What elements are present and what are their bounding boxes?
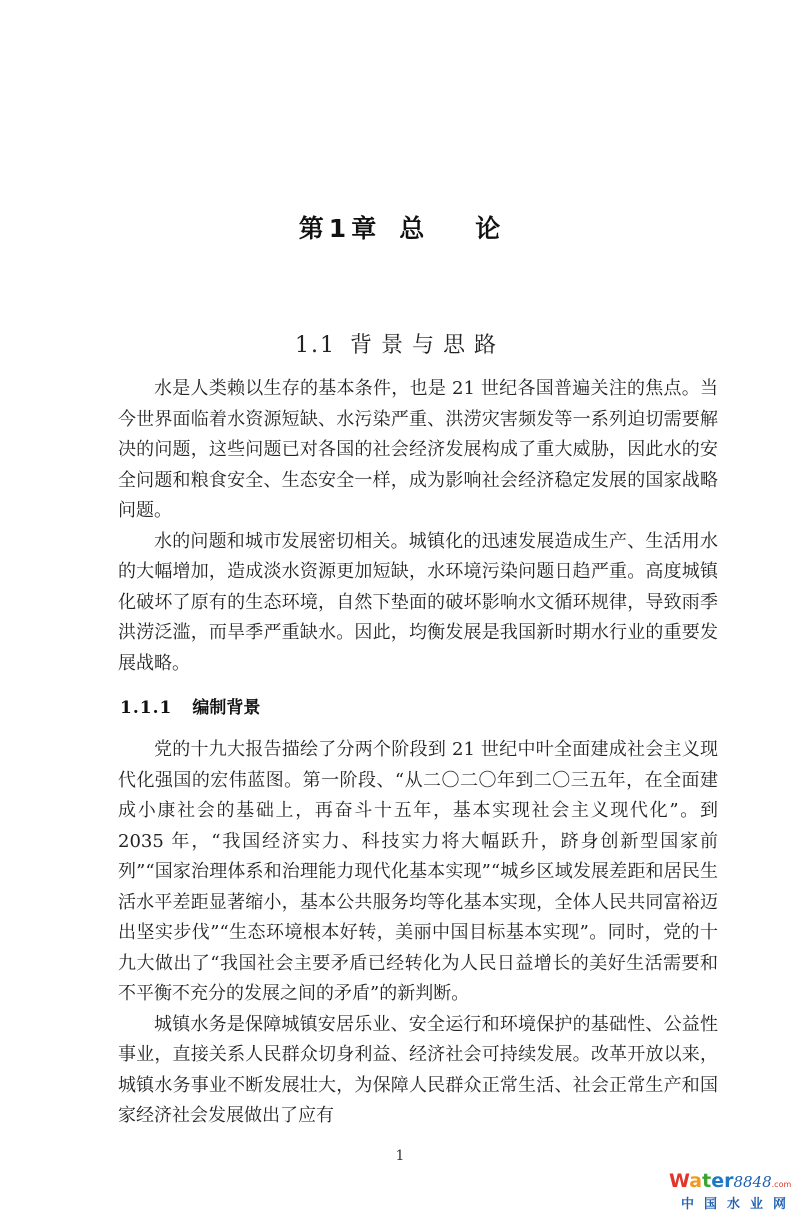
watermark-letter-r: r — [724, 1169, 734, 1192]
watermark-letter-a: a — [689, 1169, 703, 1192]
watermark-letter-t: t — [702, 1169, 712, 1192]
watermark-brand — [669, 1170, 796, 1196]
subsection-title — [120, 695, 718, 721]
section-heading: 背景与思路 — [349, 333, 505, 358]
chapter-title-part1: 总 — [399, 214, 426, 243]
watermark-number: 8848 — [733, 1172, 772, 1191]
watermark-letter-e: e — [711, 1169, 725, 1192]
page-number: 1 — [395, 1147, 405, 1164]
watermark-letter-w: W — [668, 1169, 690, 1192]
watermark-logo — [118, 1169, 796, 1220]
section-number: 1.1 — [294, 333, 336, 358]
paragraph-intro-1: 水是人类赖以生存的基本条件，也是 21 世纪各国普遍关注的焦点。当今世界面临着水资源短缺、水污染严重、洪涝灾害频发等一系列迫切需要解决的问题，这些问题已对各国的社会经济发展构成了重大威胁，因此水的安全问题和粮食安全、生态安全一样，成为影响社会经济稳定发展的国家战略问题。 — [118, 378, 718, 521]
watermark-domain: .com — [771, 1179, 792, 1189]
paragraph-intro-2: 水的问题和城市发展密切相关。城镇化的迅速发展造成生产、生活用水的大幅增加，造成淡水资源更加短缺，水环境污染问题日趋严重。高度城镇化破坏了原有的生态环境，自然下垫面的破坏影响水文循环规律，导致雨季洪涝泛滥，而旱季严重缺水。因此，均衡发展是我国新时期水行业的重要发展战略。 — [118, 530, 718, 674]
chapter-prefix: 第 — [298, 214, 325, 243]
chapter-number: 1 — [328, 214, 348, 243]
subsection-heading: 编制背景 — [192, 698, 261, 718]
section-title — [0, 330, 800, 362]
chapter-suffix: 章 — [351, 214, 378, 243]
chapter-title — [0, 212, 800, 246]
subsection-number: 1.1.1 — [120, 698, 173, 718]
watermark-inner — [669, 1170, 796, 1214]
paragraph-body-1: 党的十九大报告描绘了分两个阶段到 21 世纪中叶全面建成社会主义现代化强国的宏伟蓝图。第一阶段、“从二〇二〇年到二〇三五年，在全面建成小康社会的基础上，再奋斗十五年，基本实现社会主义现代化”。到 2035 年，“我国经济实力、科技实力将大幅跃升，跻身创新型国家前列”“国家治理体系和治理能力现代化基本实现”“城乡区域发展差距和居民生活水平差距显著缩小，基本公共服务均等化基本实现，全体人民共同富裕迈出坚实步伐”“生态环境根本好转，美丽中国目标基本实现”。同时，党的十九大做出了“我国社会主要矛盾已经转化为人民日益增长的美好生活需要和不平衡不充分的发展之间的矛盾”的新判断。 — [118, 739, 718, 1004]
chapter-title-part2: 论 — [475, 214, 502, 243]
paragraph-body-2: 城镇水务是保障城镇安居乐业、安全运行和环境保护的基础性、公益性事业，直接关系人民群众切身利益、经济社会可持续发展。改革开放以来，城镇水务事业不断发展壮大，为保障人民群众正常生活、社会正常生产和国家经济社会发展做出了应有 — [118, 1013, 718, 1126]
watermark-chinese-name: 中国水业网 — [680, 1196, 796, 1212]
